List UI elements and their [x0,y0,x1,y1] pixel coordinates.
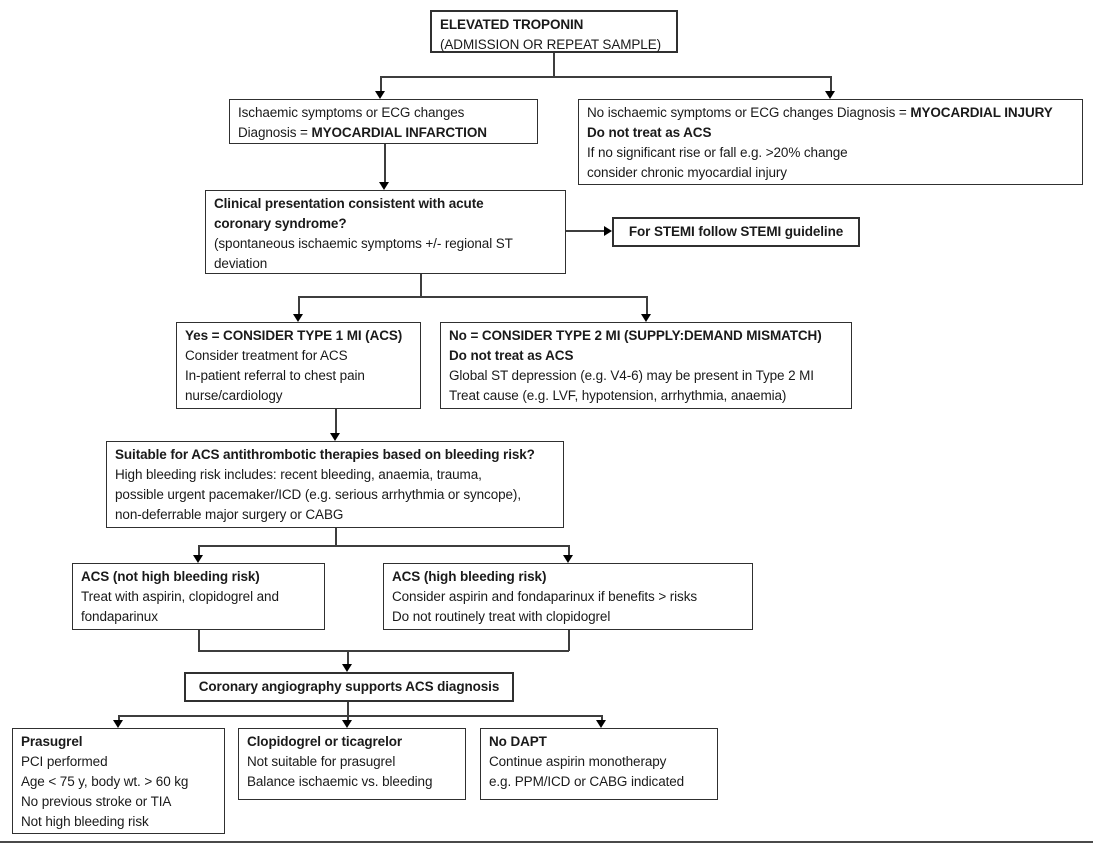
text-run: Do not routinely treat with clopidogrel [392,609,611,624]
text-run: Consider aspirin and fondaparinux if benefits > risks [392,589,697,604]
connector-dapt-split [118,715,602,717]
arrowhead-to-clinical [379,182,389,190]
text-line [629,222,843,242]
text-run: No = CONSIDER TYPE 2 MI (SUPPLY:DEMAND MISMATCH) [449,328,822,343]
text-line [489,772,709,792]
box-type1-mi [176,322,421,409]
text-line [238,103,529,123]
text-line [587,123,1074,143]
text-line [115,485,555,505]
text-line [587,143,1074,163]
arrowhead-to-stemi [604,226,612,236]
arrowhead-to-no-dapt [596,720,606,728]
text-run: Global ST depression (e.g. V4-6) may be present in Type 2 MI [449,368,814,383]
box-myocardial-injury [578,99,1083,185]
connector-to-type2 [646,296,648,315]
connector-clinical-stem [420,274,422,297]
text-run: Diagnosis = [238,125,312,140]
text-run: If no significant rise or fall e.g. >20% change [587,145,848,160]
text-line [81,587,316,607]
text-run: No previous stroke or TIA [21,794,172,809]
arrowhead-to-prasugrel [113,720,123,728]
text-line [247,752,457,772]
text-line [115,505,555,525]
text-line [185,386,412,406]
arrowhead-to-injury [825,91,835,99]
connector-to-angiography [347,650,349,665]
text-line [587,163,1074,183]
box-bleeding-risk [106,441,564,528]
text-line [21,812,216,832]
connector-acs-merge [198,650,569,652]
text-line [21,772,216,792]
text-line [185,326,412,346]
box-acs-high-risk [383,563,753,630]
text-run: Not high bleeding risk [21,814,149,829]
text-run: No ischaemic symptoms or ECG changes Diagnosis = [587,105,911,120]
text-line [489,732,709,752]
arrowhead-to-infarction [375,91,385,99]
text-run: nurse/cardiology [185,388,283,403]
text-run: ELEVATED TROPONIN [440,17,584,32]
arrowhead-to-bleeding-risk [330,433,340,441]
text-line [440,15,668,35]
text-run: In-patient referral to chest pain [185,368,365,383]
text-run: non-deferrable major surgery or CABG [115,507,344,522]
text-run: e.g. PPM/ICD or CABG indicated [489,774,685,789]
connector-angiography-stem [347,702,349,716]
text-run: Not suitable for prasugrel [247,754,396,769]
text-run: Prasugrel [21,734,83,749]
text-run: Yes = CONSIDER TYPE 1 MI (ACS) [185,328,403,343]
text-line [81,567,316,587]
text-line [392,587,744,607]
text-run: Consider treatment for ACS [185,348,348,363]
text-run: (spontaneous ischaemic symptoms +/- regional ST [214,236,513,251]
box-elevated-troponin [430,10,678,53]
text-run: Treat with aspirin, clopidogrel and [81,589,279,604]
text-run: High bleeding risk includes: recent bleeding, anaemia, trauma, [115,467,482,482]
text-run: Ischaemic symptoms or ECG changes [238,105,465,120]
text-run: consider chronic myocardial injury [587,165,787,180]
text-line [247,772,457,792]
text-line [392,567,744,587]
text-run: possible urgent pacemaker/ICD (e.g. serious arrhythmia or syncope), [115,487,521,502]
arrowhead-to-acs-not-high [193,555,203,563]
text-run: Balance ischaemic vs. bleeding [247,774,433,789]
text-line [440,35,668,55]
text-run: Age < 75 y, body wt. > 60 kg [21,774,189,789]
text-line [214,214,557,234]
connector-to-stemi [566,230,604,232]
text-line [199,677,500,697]
text-run: Suitable for ACS antithrombotic therapies based on bleeding risk? [115,447,535,462]
text-line [238,123,529,143]
text-run: For STEMI follow STEMI guideline [628,224,844,239]
text-line [489,752,709,772]
text-line [449,366,843,386]
connector-to-type1 [298,296,300,315]
text-run: ACS (high bleeding risk) [392,569,547,584]
text-line [185,346,412,366]
box-type2-mi [440,322,852,409]
text-run: (ADMISSION OR REPEAT SAMPLE) [440,37,661,52]
connector-to-infarction [380,76,382,92]
text-run: fondaparinux [81,609,158,624]
connector-bleeding-stem [335,528,337,546]
connector-to-bleeding-risk [335,409,337,434]
text-line [185,366,412,386]
box-clinical-presentation [205,190,566,274]
text-run: deviation [214,256,268,271]
text-line [214,234,557,254]
text-run: Continue aspirin monotherapy [489,754,667,769]
box-stemi-guideline [612,217,860,247]
text-run: Treat cause (e.g. LVF, hypotension, arrhythmia, anaemia) [449,388,787,403]
text-line [21,732,216,752]
text-run: MYOCARDIAL INJURY [910,105,1053,120]
text-run: PCI performed [21,754,108,769]
text-line [115,445,555,465]
connector-to-clinical [384,144,386,183]
text-line [81,607,316,627]
text-run: No DAPT [489,734,547,749]
arrowhead-to-type2 [641,314,651,322]
text-run: Do not treat as ACS [449,348,574,363]
text-line [214,194,557,214]
text-run: Do not treat as ACS [587,125,712,140]
text-line [449,346,843,366]
box-acs-not-high-risk [72,563,325,630]
text-line [449,386,843,406]
arrowhead-to-angiography [342,664,352,672]
connector-troponin-stem [553,53,555,77]
text-line [392,607,744,627]
connector-mi-split [298,296,647,298]
text-run: MYOCARDIAL INFARCTION [311,125,487,140]
text-line [21,752,216,772]
text-line [21,792,216,812]
text-line [214,254,557,274]
text-line [247,732,457,752]
connector-top-split [380,76,831,78]
text-run: Clinical presentation consistent with acute [214,196,484,211]
text-run: coronary syndrome? [214,216,347,231]
text-line [587,103,1074,123]
box-clopidogrel-ticagrelor [238,728,466,800]
arrowhead-to-acs-high [563,555,573,563]
connector-acs-not-high-down [198,630,200,651]
connector-acs-split [198,545,569,547]
box-myocardial-infarction [229,99,538,144]
text-run: Clopidogrel or ticagrelor [247,734,403,749]
text-line [115,465,555,485]
bottom-divider [0,841,1093,843]
text-run: ACS (not high bleeding risk) [81,569,260,584]
box-prasugrel [12,728,225,834]
text-line [449,326,843,346]
box-angiography [184,672,514,702]
connector-acs-high-down [568,630,570,651]
text-run: Coronary angiography supports ACS diagnosis [198,679,500,694]
arrowhead-to-type1 [293,314,303,322]
box-no-dapt [480,728,718,800]
arrowhead-to-clopidogrel [342,720,352,728]
connector-to-injury [830,76,832,92]
